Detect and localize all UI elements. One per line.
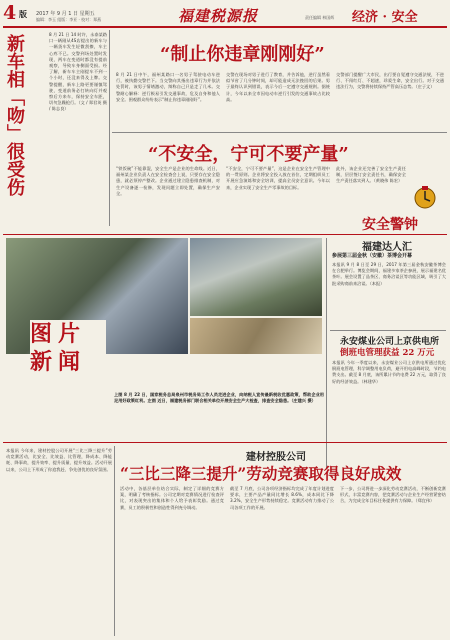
bottom-kicker: 建材控股公司	[246, 452, 306, 463]
middle-headline: “不安全，宁可不要产量”	[148, 144, 349, 165]
safety-badge: 安全警钟	[362, 217, 418, 233]
notice-body: 本报讯 9 月 8 日至 29 日，2017 年第三届金秋安徽茶博会在合肥举行。博览会期间，福建多家茶企参展，展示福建名优茶叶。展会设置了品茶区、商务洽谈区等功能区域，吸引了大批采购商前来洽谈。（本报）	[332, 262, 446, 286]
upper-section-rule	[3, 234, 447, 235]
page-number-badge	[3, 3, 19, 23]
middle-col-2: “不安全，宁可不要产量”，这是企业在安全生产管理中的一贯原则。企业将安全投入放在首位，定期组织员工开展应急演练和安全培训，提高全员安全意识。今年以来，企业实现了安全生产零事故的目标。	[226, 166, 330, 190]
photo-news-label	[30, 320, 106, 382]
lower-section-rule	[3, 442, 447, 443]
side-subtitle: 倒班电管理获益 22 万元	[340, 348, 435, 358]
bottom-divider	[114, 446, 115, 636]
section-title: 经济 · 安全	[352, 10, 418, 25]
left-story	[3, 30, 107, 226]
left-vertical-title: 新车相「吻」很受伤	[4, 34, 25, 196]
bottom-headline: “三比三降三提升”劳动竞赛取得良好成效	[120, 464, 402, 483]
bottom-col-3: 下一步，公司将进一步深化劳动竞赛活动，不断创新竞赛形式，丰富竞赛内容，把竞赛活动与企业生产经营紧密结合，为完成全年目标任务提供有力保障。（郑宜伟）	[340, 486, 446, 504]
bottom-intro: 本报讯 今年来，建材控股公司开展“三比三降三提升”劳动竞赛活动，比安全、比效益、比管理，降成本、降能耗、降事故，提升效率、提升质量、提升效益。活动开展以来，公司上下形成了你追我赶、争先创优的良好氛围。	[6, 448, 112, 472]
side-title: 永安煤业公司上京供电所	[340, 337, 440, 347]
header-rule	[3, 26, 447, 28]
top-col-2: 交警在现场对男子进行了教育，并告诉他，逆行虽然看似节省了几分钟时间，却可能造成无法挽回的后果。男子最终认识到错误，表示今后一定遵守交通规则。据统计，今年以来全市因电动车逆行引发的交通事故占比较高。	[226, 72, 330, 102]
page-number: 4	[3, 2, 17, 24]
notice-title: 福建达人汇	[362, 242, 412, 253]
left-divider	[109, 30, 110, 226]
notice-subtitle: 参展第三届金秋（安徽）茶博会开幕	[332, 253, 413, 259]
photo-caption: 上图 8 月 22 日，国家税务总局泉州市税务局工作人员走进企业，向纳税人宣传最新税收优惠政策，帮助企业用足用好政策红利。左图 近日，福建税务部门联合相关单位开展安全生产大检查，排查安全隐患。（庄建兴 摄）	[114, 392, 324, 404]
bottom-col-2: 截至 7 月底，公司各项经济指标均完成了年度计划进度要求，主要产品产量同比增长 8.6%，成本同比下降 3.2%，安全生产形势持续稳定。竞赛活动有力推动了公司各项工作的开展。	[230, 486, 334, 510]
masthead: 福建税源报	[178, 7, 259, 25]
notice-rule	[330, 330, 446, 331]
top-col-1: 8 月 21 日中午，福州某路口一名男子驾驶电动车逆行，被执勤交警拦下。当交警向其指出违章行为并依法处罚时，该男子情绪激动，辩称自己只是走了几米。交警耐心解释：逆行极易引发交通事故，危及自身和他人安全。围观群众纷纷表示“制止你违章刚刚好”。	[116, 72, 220, 102]
top-headline: “制止你违章刚刚好”	[160, 44, 325, 65]
photo-news-label-line2: 新闻	[30, 349, 87, 375]
page-label: 版	[19, 9, 27, 19]
side-body: 本报讯 今年一季度以来，永安煤业公司上京供电所通过优化倒班电管理，科学调整用电负荷，避开用电高峰时段，节约电费支出。截至 8 月底，该所累计节约电费 22 万元，取得了良好的经济效益。（林建华）	[332, 360, 446, 384]
left-story-body: 8 月 21 日 14 时许，永泰某路口一辆刚从4S店提出的新车与一辆货车发生轻微刮擦，车主心疼不已。交警到场处置时发现，两车在变道时都没有提前观察，导致车身侧面受损。经了解，新车车主刚提车不到一个小时，还没来得及上牌。交警提醒，新车上路更要谨慎驾驶，变道前务必打转向灯并观察后方来车，保持安全车距，切勿急躁抢行。（文 / 郑君英 摄 / 陈志良）	[49, 32, 107, 112]
editor-line: 编辑：李玉 组版：李亚 · 校对：郑燕	[36, 17, 102, 22]
middle-col-1: “铁饭碗”不能靠混，安全生产是企业的生命线。近日，福州某企业负责人在安全检查会上说，只要存在安全隐患，就必须停产整改。企业通过建立隐患排查机制，对生产设备逐一检修，发现问题立即处置，确保生产安全。	[116, 166, 220, 196]
right-divider	[326, 238, 327, 468]
editor-credit: 责任编辑 林国辉	[305, 15, 335, 20]
bottom-col-1: 活动中，各基层单位结合实际，制定了详细的竞赛方案，明确了考核指标。公司定期对竞赛情况进行检查评比，对表现突出的集体和个人给予表彰奖励。通过竞赛，员工的积极性和创造性得到充分调动。	[120, 486, 224, 510]
middle-col-3: 此外，该企业还完善了安全生产责任制，层层签订安全责任书，确保安全生产责任落实到人。（黄晓伟 陈宏）	[336, 166, 406, 184]
top-col-3: 交警部门提醒广大市民，出行要自觉遵守交通法规，不逆行、不闯红灯、不超速，珍爱生命，安全出行。对于交通违法行为，交警将持续保持严管高压态势。（庄子文）	[336, 72, 444, 90]
top-story-rule	[112, 132, 447, 133]
safety-alarm-icon	[410, 182, 440, 212]
date-line: 2017 年 9 月 1 日 星期五	[36, 11, 95, 17]
photo-bottom-strip	[190, 318, 322, 354]
photo-news-label-line1: 图片	[30, 321, 87, 347]
photo-right	[190, 238, 322, 316]
